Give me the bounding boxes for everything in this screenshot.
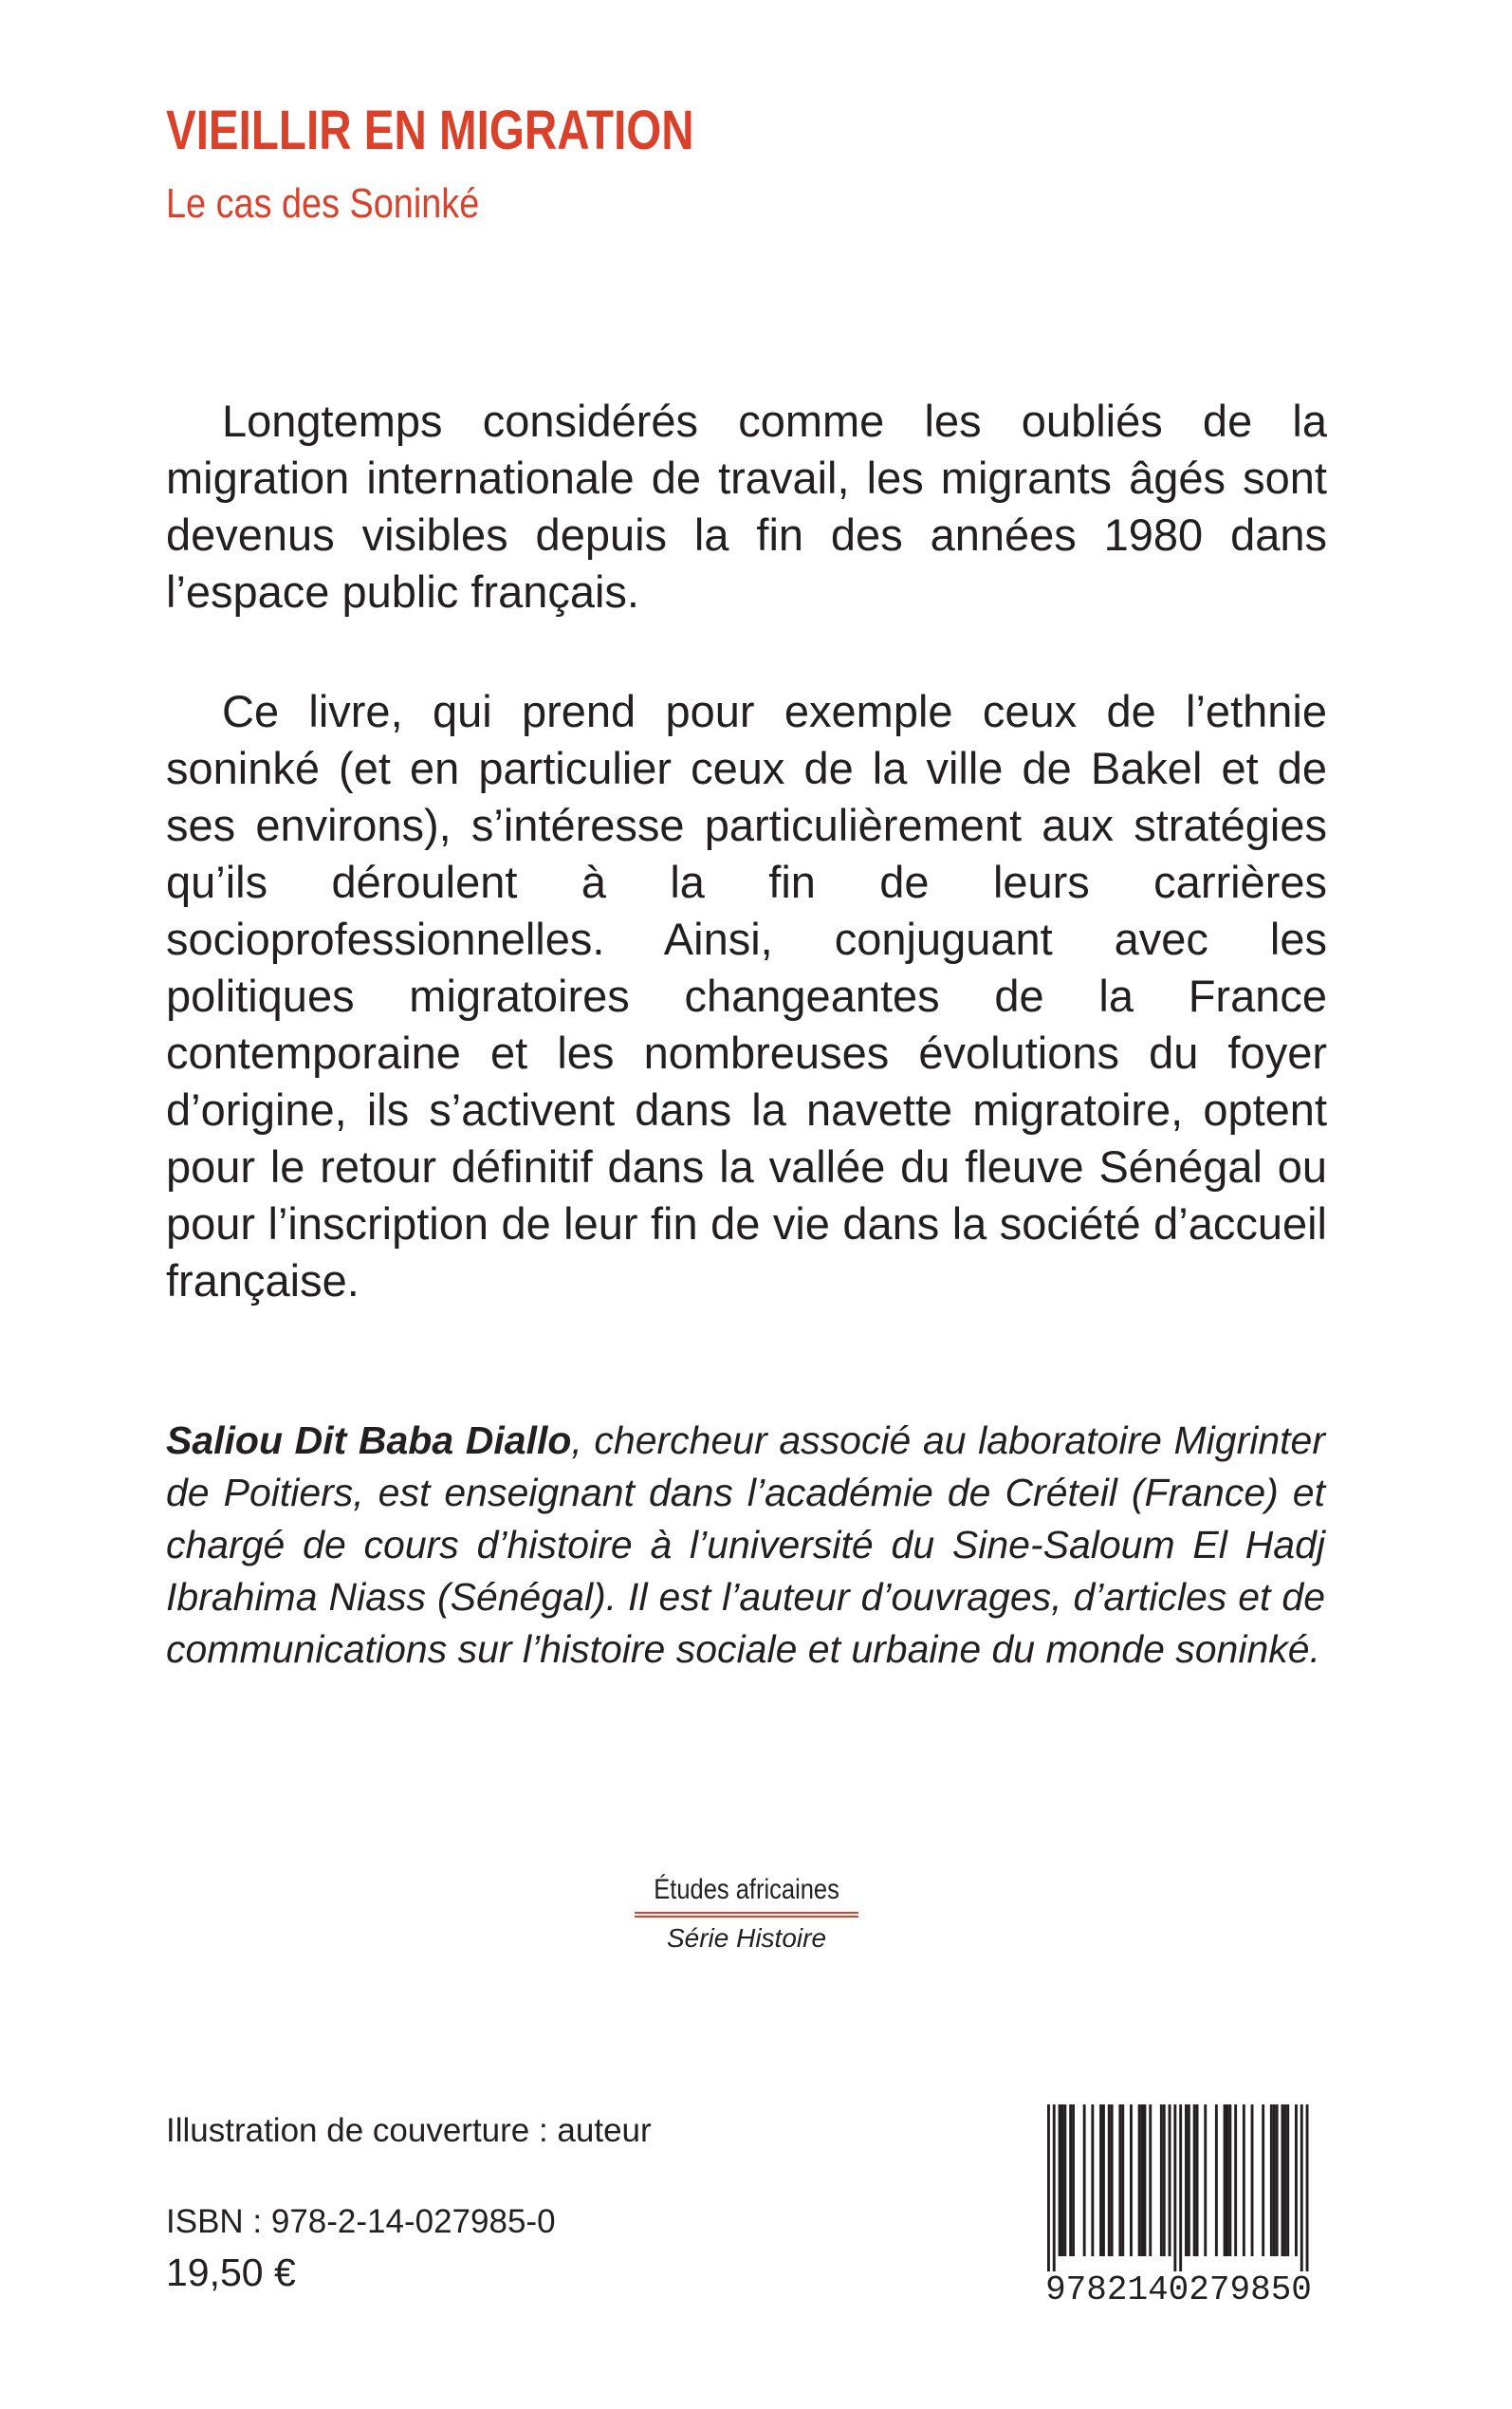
barcode-bar	[1063, 2104, 1066, 2256]
barcode-bar	[1069, 2104, 1072, 2256]
author-bio	[166, 1415, 1325, 1676]
barcode-bar	[1273, 2104, 1276, 2256]
barcode-bar	[1072, 2104, 1075, 2256]
barcode-bar	[1215, 2104, 1218, 2256]
barcode-bar	[1111, 2104, 1114, 2256]
barcode-bar	[1243, 2104, 1245, 2256]
barcode-bar	[1193, 2104, 1196, 2256]
barcode-bar	[1226, 2104, 1229, 2256]
barcode-bar	[1149, 2104, 1152, 2256]
barcode-bar	[1188, 2104, 1190, 2256]
summary-paragraph-1: Longtemps considérés comme les oubliés de la migration internationale de travail, les migrants âgés sont devenus visibles depuis la fin des années 1980 dans l’espace public français.	[166, 396, 1327, 617]
barcode-bar	[1144, 2104, 1147, 2256]
series-title: Études africaines	[654, 1874, 839, 1905]
barcode-bar	[1163, 2104, 1166, 2256]
barcode-bar	[1160, 2104, 1163, 2256]
barcode-bar	[1300, 2104, 1303, 2271]
barcode-bar	[1059, 2104, 1061, 2256]
barcode-bar	[1270, 2104, 1273, 2256]
barcode-bar	[1102, 2104, 1105, 2256]
barcode-bar	[1282, 2104, 1284, 2256]
barcode-bar	[1083, 2104, 1086, 2256]
barcode-bar	[1251, 2104, 1254, 2256]
cover-illustration-credit: Illustration de couverture : auteur	[166, 2112, 652, 2149]
barcode-bar	[1185, 2104, 1188, 2256]
barcode-bar	[1169, 2104, 1171, 2256]
series-divider	[635, 1912, 858, 1918]
barcode-bar	[1283, 2104, 1286, 2256]
author-bio-text: , chercheur associé au laboratoire Migrinter de Poitiers, est enseignant dans l’académie de Créteil (France) et chargé de cours d’histoire à l’université du Sine-Saloum El Hadj Ibrahima Niass (Sénégal). Il est l’auteur d’ouvrages, d’articles et de communications sur l’histoire sociale et urbaine du monde soninké.	[166, 1418, 1325, 1671]
barcode-bar	[1141, 2104, 1144, 2256]
author-name: Saliou Dit Baba Diallo	[166, 1418, 572, 1462]
barcode-bar	[1053, 2104, 1056, 2271]
barcode-bar	[1234, 2104, 1237, 2256]
barcode-bar	[1204, 2104, 1207, 2256]
barcode-bar	[1262, 2104, 1264, 2256]
barcode-bar	[1118, 2104, 1121, 2256]
barcode-bar	[1138, 2104, 1141, 2256]
barcode-bar	[1306, 2104, 1309, 2271]
barcode-bar	[1286, 2104, 1289, 2256]
barcode	[1029, 2104, 1328, 2311]
isbn: ISBN : 978-2-14-027985-0	[166, 2203, 556, 2240]
barcode-bar	[1061, 2104, 1064, 2256]
barcode-bar	[1179, 2104, 1182, 2271]
barcode-bar	[1224, 2104, 1226, 2256]
barcode-bar	[1091, 2104, 1094, 2256]
barcode-digits: 9782140279850	[1045, 2270, 1312, 2309]
summary-paragraph-2: Ce livre, qui prend pour exemple ceux de l’ethnie soninké (et en particulier ceux de la ville de Bakel et de ses environs), s’intéresse particulièrement aux stratégies qu’ils déroulent à la fin de leurs carrières socioprofessionnelles. Ainsi, conjuguant avec les politiques migratoires changeantes de la France contemporaine et les nombreuses évolutions du foyer d’origine, ils s’activent dans la navette migratoire, optent pour le retour définitif dans la vallée du fleuve Sénégal ou pour l’inscription de leur fin de vie dans la société d’accueil française.	[166, 686, 1327, 1306]
book-subtitle: Le cas des Soninké	[166, 180, 480, 227]
series-subtitle: Série Histoire	[666, 1923, 827, 1953]
barcode-bar	[1099, 2104, 1102, 2256]
price: 19,50 €	[166, 2251, 296, 2294]
barcode-bar	[1130, 2104, 1133, 2256]
barcode-bar	[1173, 2104, 1176, 2271]
barcode-bar	[1276, 2104, 1279, 2256]
barcode-bars	[1029, 2104, 1328, 2271]
book-title: VIEILLIR EN MIGRATION	[166, 100, 694, 161]
barcode-bar	[1228, 2104, 1231, 2256]
series-logo	[633, 1874, 860, 1954]
barcode-bar	[1121, 2104, 1124, 2256]
barcode-bar	[1196, 2104, 1199, 2256]
barcode-bar	[1108, 2104, 1111, 2256]
barcode-bar	[1047, 2104, 1050, 2271]
barcode-bar	[1295, 2104, 1298, 2256]
